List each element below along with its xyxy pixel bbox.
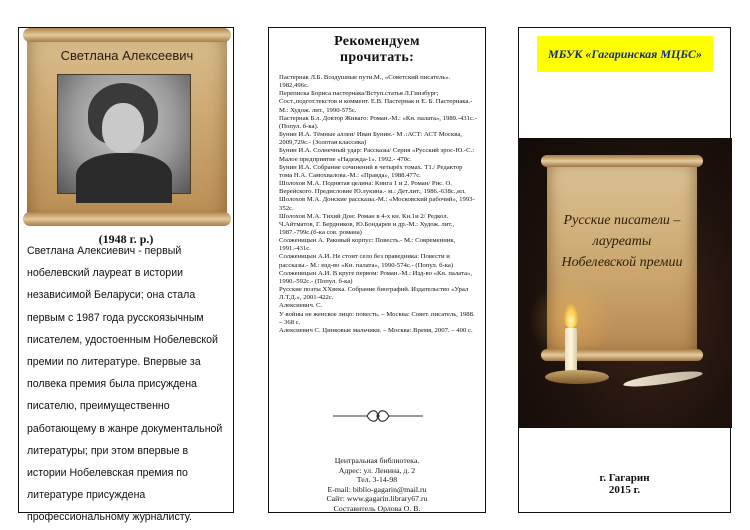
book-item: Солженицын А.И. В круге первом: Роман.-М.: Изд-во «Кн. палата», 1990.-592с.- (Попул. б-ка): [279, 269, 473, 285]
library-contacts: [269, 456, 485, 514]
book-item: Бунин И.А. Тёмные аллеи/ Иван Бунин.- М .:АСТ: АСТ Москва, 2009,729с.- (Золотая классика): [279, 131, 462, 147]
contact-site[interactable]: Сайт: www.gagarin.library67.ru: [326, 494, 428, 504]
scroll-banner: [27, 32, 227, 222]
quill-icon: [623, 368, 704, 389]
candle-icon: [565, 328, 577, 372]
publication-year: 2015 г.: [608, 484, 641, 496]
cover-title-line: Русские писатели –: [563, 213, 681, 228]
panel-left: [18, 27, 234, 524]
portrait-face: [102, 103, 144, 153]
cover-title-line: лауреаты: [592, 234, 652, 249]
contact-line: Центральная библиотека.: [334, 456, 420, 465]
cover-illustration: [519, 138, 732, 428]
book-item: Пастернак Л.Б. Воздушные пути.М., «Советский писатель». 1982,496с.: [279, 74, 451, 90]
book-item: Переписка Бориса пастернака/Вступ.статья Л.Гинзбург; Сост.,подгот.текстов и коммент. Е.В. Пастернак и Е. Б. Пастернака.-М.: Худож. лит., 1990-575с.: [279, 90, 473, 114]
contact-email[interactable]: E-mail: biblio-gagarin@mail.ru: [327, 484, 427, 494]
flame-icon: [564, 304, 578, 328]
birth-year: (1948 г. р.): [98, 232, 154, 246]
cover-title: [547, 210, 697, 273]
author-bio: Светлана Алексиевич - первый нобелевский лауреат в истории независимой Беларуси; она стала первым с 1987 года русскоязычным писателем, удостоенным Нобелевской премии по литературе. Впервые за полвека премия была присуждена писателю, преимущественно работающему в жанре документальной литературы; при этом впервые в истории Нобелевская премия по литературе присуждена профессиональному журналисту.: [27, 245, 223, 524]
org-banner: МБУК «Гагаринская МЦБС»: [537, 36, 713, 72]
book-item: Пастернак Б.л. Доктор Живаго: Роман.-М.: «Кн. палата», 1989.-431с.-(Попул. б-ка).: [279, 114, 477, 130]
book-item: Солженицын А. Раковый корпус: Повесть.- М.: Современник, 1991.-431с.: [279, 237, 456, 253]
ornament-divider-icon: [331, 408, 425, 424]
panel-right: [518, 27, 731, 513]
contact-line: Тел. 3-14-98: [356, 475, 398, 485]
book-item: Алексиевич. С.: [279, 302, 323, 310]
recommend-title-line2: прочитать:: [339, 50, 415, 65]
portrait-body: [76, 153, 172, 203]
book-list: [279, 74, 477, 335]
book-item: Бунин И.А. Собрание сочинений в четырёх томах. Т1./ Редактор тома Н.А. Самохвалова.-М.: «Правда», 1988.477с.: [279, 163, 463, 179]
panel-middle: [268, 27, 486, 513]
author-portrait: [57, 74, 191, 194]
book-item: Алексиевич С. Цинковые мальчики. – Москва: Время, 2007. – 400 с.: [279, 326, 473, 334]
recommend-title-line1: Рекомендуем: [334, 34, 420, 49]
book-item: Русские поэты XXвека. Собрание биографий. Издательство «Урал Л.Т.Д.», 2001-422с.: [279, 286, 469, 302]
book-item: Бунин И.А. Солнечный удар: Рассказы/ Серия «Русский эрос-Ю.-С.: Малое предприятие «Надежда-1». 1992.- 470с.: [279, 147, 475, 163]
city: г. Гагарин: [599, 472, 650, 484]
book-item: У войны не женское лицо: повесть. – Москва: Совет. писатель, 1988. – 368 с.: [279, 310, 475, 326]
book-item: Шолохов М.А. Поднятая целина: Книга 1 и 2. Роман/ Рис. О. Верейского. Предисловие Ю.лукина.- м.: Дет.лит., 1986.-638с.,ил.: [279, 180, 466, 196]
book-item: Шолохов М.А. Тихий Дон: Роман в 4-х кн. Кн.1и 2/ Редкол. Ч.Айтматов, Г. Бердников, Ю.Бондарев и др.-М.: Худож. лит., 1987.-799с.(б-ка сов. романа): [279, 212, 455, 236]
candle-holder-icon: [545, 370, 609, 384]
cover-title-line: Нобелевской премии: [561, 255, 683, 270]
contact-line: Адрес: ул. Ленина, д. 2: [338, 465, 416, 475]
publication-place: [519, 472, 730, 496]
author-name: Светлана Алексеевич: [60, 48, 194, 63]
book-item: Шолохов М.А. Донские рассказы.-М.: «Московский рабочий», 1993-352с.: [279, 196, 475, 212]
recommend-title: [269, 34, 485, 66]
book-item: Солженицын А.И. Не стоит село без праведника: Повести и рассказы.- М.: изд-во «Кн. палата», 1990-574с.- (Попул. б-ка): [279, 253, 454, 269]
contact-line: Составитель Орлова О. В.: [333, 503, 421, 513]
